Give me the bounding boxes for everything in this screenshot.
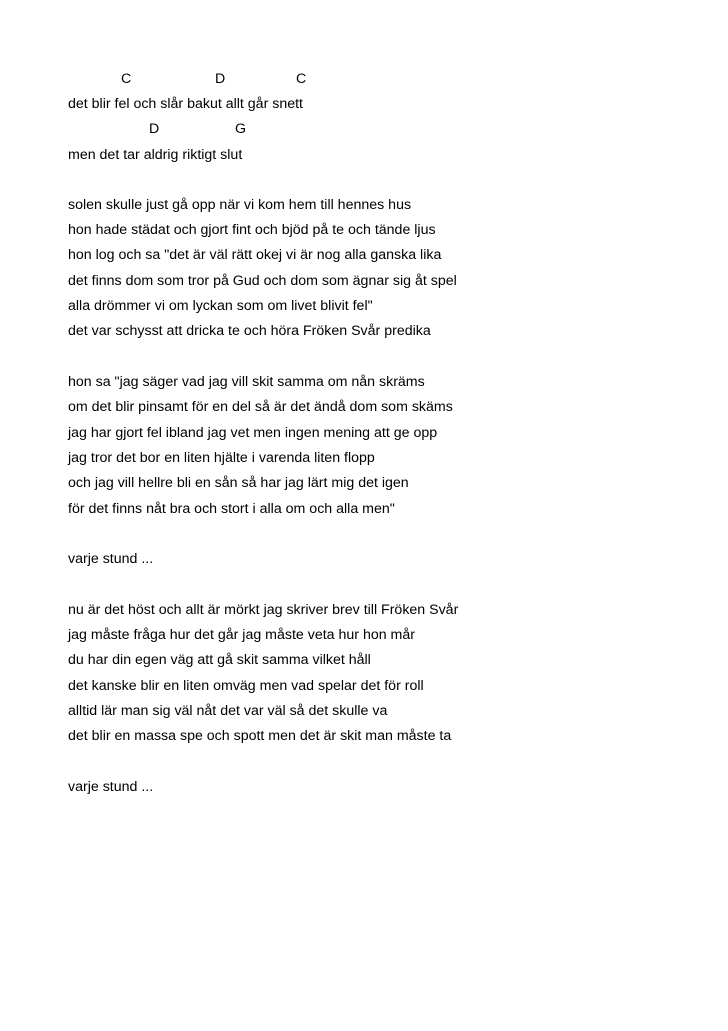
refrain-line: varje stund ... (68, 551, 154, 567)
lyric-line: det finns dom som tror på Gud och dom som ägnar sig åt spel (68, 273, 457, 289)
refrain-line: varje stund ... (68, 779, 154, 795)
lyric-line: du har din egen väg att gå skit samma vilket håll (68, 652, 371, 668)
lyric-line: det var schysst att dricka te och höra Fröken Svår predika (68, 323, 431, 339)
lyric-line: hon sa "jag säger vad jag vill skit samma om nån skräms (68, 374, 425, 390)
lyric-line: jag har gjort fel ibland jag vet men ingen mening att ge opp (68, 425, 438, 441)
chord-d-2: D (149, 121, 160, 137)
chord-c-2: C (296, 71, 307, 87)
lyric-line: det blir en massa spe och spott men det är skit man måste ta (68, 728, 452, 744)
lyric-line: alla drömmer vi om lyckan som om livet blivit fel" (68, 298, 373, 314)
lyric-line: solen skulle just gå opp när vi kom hem till hennes hus (68, 197, 412, 213)
chord-g-1: G (235, 121, 247, 137)
lyric-line: det blir fel och slår bakut allt går snett (68, 96, 304, 112)
lyric-line: och jag vill hellre bli en sån så har jag lärt mig det igen (68, 475, 409, 491)
lyric-line: det kanske blir en liten omväg men vad spelar det för roll (68, 678, 424, 694)
lyric-line: hon log och sa "det är väl rätt okej vi är nog alla ganska lika (68, 247, 442, 263)
chord-c-1: C (121, 71, 132, 87)
lyric-line: för det finns nåt bra och stort i alla om och alla men" (68, 501, 395, 517)
chord-d-1: D (215, 71, 226, 87)
lyric-line: jag måste fråga hur det går jag måste veta hur hon mår (68, 627, 415, 643)
lyric-line: men det tar aldrig riktigt slut (68, 147, 243, 163)
lyric-line: hon hade städat och gjort fint och bjöd på te och tände ljus (68, 222, 436, 238)
lyric-line: nu är det höst och allt är mörkt jag skriver brev till Fröken Svår (68, 602, 459, 618)
lyric-line: om det blir pinsamt för en del så är det ändå dom som skäms (68, 399, 453, 415)
lyric-line: alltid lär man sig väl nåt det var väl så det skulle va (68, 703, 388, 719)
lyric-line: jag tror det bor en liten hjälte i varenda liten flopp (68, 450, 375, 466)
